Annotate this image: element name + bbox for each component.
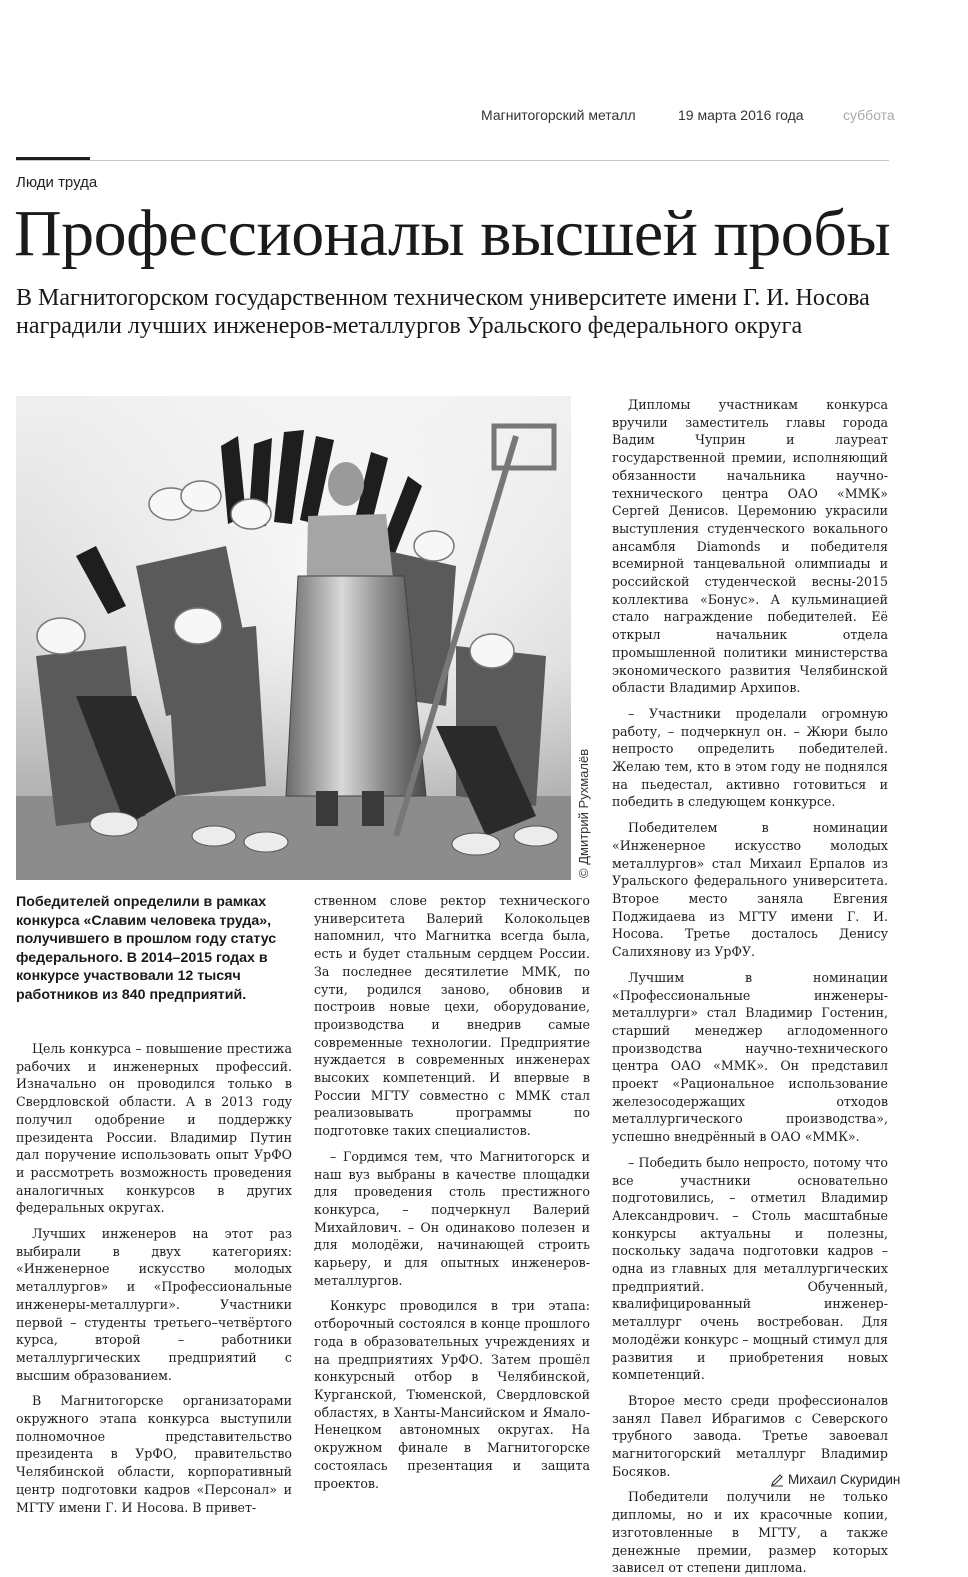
paragraph: Победителем в номинации «Инженерное искусство молодых металлургов» стал Михаил Ерпалов из Уральского федерального университета. Второе место заняла Евгения Поджидаева из МГТУ имени Г. И. Носова. Третье досталось Денису Салихянову из УрФУ. [612, 820, 888, 960]
article-column-2 [314, 892, 590, 1492]
paragraph: ственном слове ректор технического университета Валерий Колокольцев напомнил, что Магнитка всегда была, есть и будет стальным сердцем России. За последнее десятилетие ММК, по сути, родился заново, обновив и построив новые цехи, оборудование, производства и внедрив самые современные технологии. Предприятие нуждается в современных инженерах высоких компетенций. И впервые в России МГТУ совместно с ММК стал реализовывать программы по подготовке таких специалистов. [314, 893, 590, 1139]
article-author [770, 1472, 900, 1487]
header-divider [16, 160, 889, 161]
paragraph: Второе место среди профессионалов занял Павел Ибрагимов с Северского трубного завода. Третье завоевал магнитогорский металлург Владимир Босяков. [612, 1392, 888, 1479]
photo-credit [576, 749, 591, 878]
stage-performance-illustration [16, 396, 571, 880]
paragraph: Дипломы участникам конкурса вручили заместитель главы города Вадим Чуприн и лауреат государственной премии, исполняющий обязанности начальника научно-технического центра ОАО «ММК» Сергей Денисов. Церемонию украсили выступления студенческого вокального ансамбля Diamonds и победителя всемирной танцевальной олимпиады и российской студенческой весны-2015 коллектива «Бонус». А кульминацией стало награждение победителей. Её открыл начальник отдела промышленной политики министерства экономического развития Челябинской области Владимир Архипов. [612, 397, 888, 696]
paragraph: Лучших инженеров на этот раз выбирали в двух категориях: «Инженерное искусство молодых металлургов» и «Профессиональные инженеры-металлурги». Участники первой – студенты третьего–четвёртого курса, второй – работники металлургических предприятий с высшим образованием. [16, 1226, 292, 1383]
page-header [0, 107, 968, 127]
copyright-icon: © [576, 868, 591, 878]
paragraph: Конкурс проводился в три этапа: отборочный состоялся в конце прошлого года в образовательных учреждениях и на предприятиях УрФО. Затем прошёл конкурсный отбор в Челябинской, Курганской, Тюменской, Свердловской областях, в Ханты-Мансийском и Ямало-Ненецком автономных округах. На окружном финале в Магнитогорске состоялась презентация и защита проектов. [314, 1298, 590, 1491]
section-rubric: Люди труда [16, 174, 98, 191]
issue-date: 19 марта 2016 года [678, 107, 804, 123]
article-column-1 [16, 1040, 292, 1516]
photo-credit-name: Дмитрий Рухмалёв [576, 748, 591, 865]
paragraph: Победители получили не только дипломы, но и их красочные копии, изготовленные в МГТУ, а также денежные премии, размер которых зависел от степени диплома. [612, 1489, 888, 1576]
pen-icon [770, 1473, 784, 1487]
article-sidebar-highlight: Победителей определили в рамках конкурса «Славим человека труда», получившего в прошлом году статус федерального. В 2014–2015 годах в конкурсе участвовали 12 тысяч работников из 840 предприятий. [16, 894, 277, 1003]
newspaper-name: Магнитогорский металл [481, 107, 636, 123]
issue-weekday: суббота [843, 107, 895, 123]
paragraph: – Участники проделали огромную работу, – подчеркнул он. – Жюри было непросто определить победителей. Желаю тем, кто в этом году не поднялся на пьедестал, активно готовиться и победить в следующем конкурсе. [612, 705, 888, 810]
paragraph: – Победить было непросто, потому что все участники основательно подготовились, – отметил Владимир Александрович. – Столь масштабные конкурсы актуальны и полезны, поскольку задача подготовки кадров – одна из главных для металлургических предприятий. Обученный, квалифицированный инженер-металлург очень востребован. Для молодёжи конкурс – мощный стимул для развития и приобретения новых компетенций. [612, 1154, 888, 1383]
article-title: Профессионалы высшей пробы [14, 197, 891, 270]
article-lead: В Магнитогорском государственном техническом университете имени Г. И. Носова наградили лучших инженеров-металлургов Уральского федерального округа [16, 285, 870, 339]
paragraph: Лучшим в номинации «Профессиональные инженеры-металлурги» стал Владимир Гостенин, старший менеджер аглодоменного производства научно-технического центра ОАО «ММК». Он представил проект «Рациональное использование железосодержащих отходов металлургического производства», успешно внедрённый в ОАО «ММК». [612, 969, 888, 1145]
article-column-3 [612, 396, 888, 1577]
paragraph: В Магнитогорске организаторами окружного этапа конкурса выступили полномочное представительство президента в УрФО, правительство Челябинской области, корпоративный центр подготовки кадров «Персонал» и МГТУ имени Г. И Носова. В привет- [16, 1393, 292, 1515]
paragraph: – Гордимся тем, что Магнитогорск и наш вуз выбраны в качестве площадки для проведения столь престижного конкурса, – подчеркнул Валерий Михайлович. – Он одинаково полезен и для молодёжи, начинающей строить карьеру, и для опытных инженеров-металлургов. [314, 1148, 590, 1288]
author-name: Михаил Скуридин [788, 1472, 901, 1487]
paragraph: Цель конкурса – повышение престижа рабочих и инженерных профессий. Изначально он проводился только в Свердловской области. А в 2013 году получил одобрение и поддержку президента России. Владимир Путин дал поручение использовать опыт УрФО и рассмотреть возможность проведения аналогичных конкурсов в других федеральных округах. [16, 1041, 292, 1216]
article-photo [16, 396, 571, 880]
